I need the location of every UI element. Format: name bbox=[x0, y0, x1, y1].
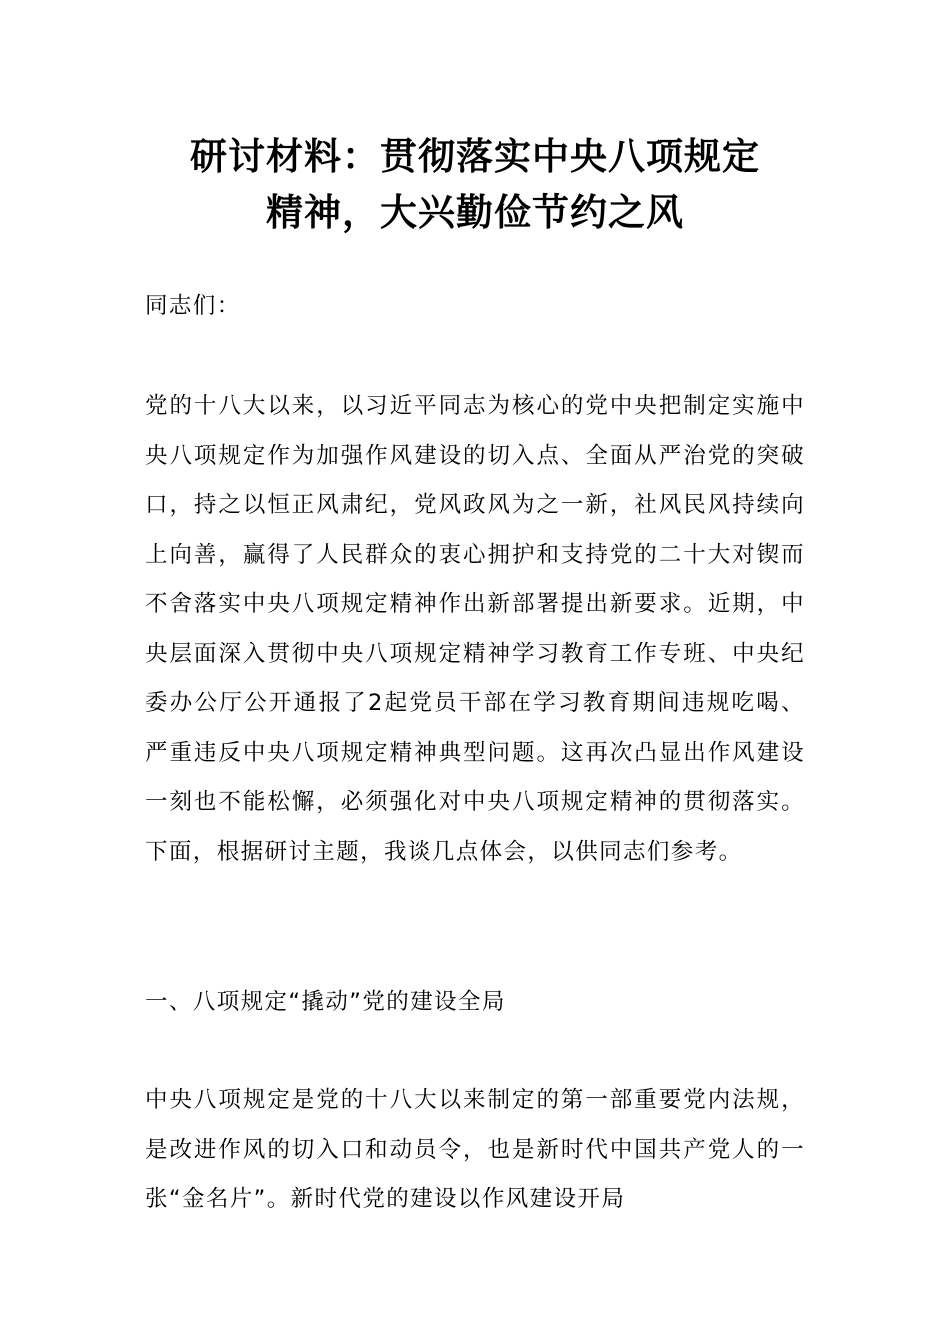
intro-paragraph: 党的十八大以来，以习近平同志为核心的党中央把制定实施中央八项规定作为加强作风建设的切入点、全面从严治党的突破口，持之以恒正风肃纪，党风政风为之一新，社风民风持续向上向善，赢得了人民群众的衷心拥护和支持党的二十大对锲而不舍落实中央八项规定精神作出新部署提出新要求。近期，中央层面深入贯彻中央八项规定精神学习教育工作专班、中央纪委办公厅公开通报了2起党员干部在学习教育期间违规吃喝、严重违反中央八项规定精神典型问题。这再次凸显出作风建设一刻也不能松懈，必须强化对中央八项规定精神的贯彻落实。下面，根据研讨主题，我谈几点体会，以供同志们参考。 bbox=[145, 393, 805, 865]
title-line-1: 研讨材料：贯彻落实中央八项规定 bbox=[190, 134, 760, 178]
greeting: 同志们： bbox=[145, 293, 241, 319]
section-1-paragraph: 中央八项规定是党的十八大以来制定的第一部重要党内法规，是改进作风的切入口和动员令，也是新时代中国共产党人的一张“金名片”。新时代党的建设以作风建设开局 bbox=[145, 1087, 805, 1212]
section-1-heading: 一、八项规定“撬动”党的建设全局 bbox=[145, 989, 506, 1015]
title-line-2: 精神，大兴勤俭节约之风 bbox=[266, 190, 684, 234]
document-title bbox=[80, 128, 870, 240]
